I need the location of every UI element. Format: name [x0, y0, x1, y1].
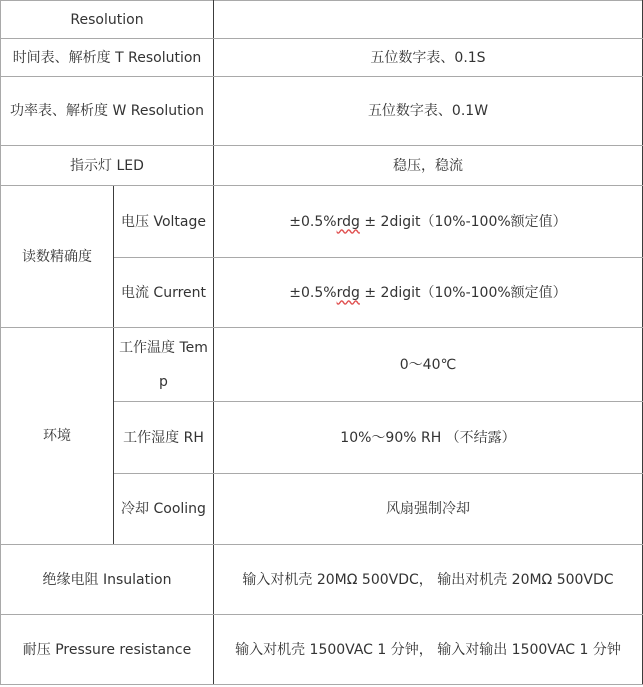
- row-value-resolution: [214, 1, 643, 39]
- table-row: [1, 146, 643, 186]
- table-row: [1, 77, 643, 146]
- sub-label-voltage: 电压 Voltage: [114, 186, 214, 258]
- row-label-insulation: 绝缘电阻 Insulation: [1, 545, 214, 615]
- row-label-indicator: 指示灯 LED: [1, 146, 214, 186]
- row-label-pressure: 耐压 Pressure resistance: [1, 615, 214, 685]
- group-label-accuracy: 读数精确度: [1, 186, 114, 328]
- sub-label-temp: 工作温度 Temp: [114, 328, 214, 402]
- row-label-resolution: Resolution: [1, 1, 214, 39]
- sub-label-current: 电流 Current: [114, 258, 214, 328]
- table-row: [1, 39, 643, 77]
- value-humidity: 10%～90% RH （不结露）: [214, 402, 643, 474]
- table-row: [1, 186, 643, 258]
- row-label-power-resolution: 功率表、解析度 W Resolution: [1, 77, 214, 146]
- row-value-power-resolution: 五位数字表、0.1W: [214, 77, 643, 146]
- table-row: [1, 328, 643, 402]
- row-value-insulation: 输入对机壳 20MΩ 500VDC， 输出对机壳 20MΩ 500VDC: [214, 545, 643, 615]
- value-current-accuracy: ±0.5%rdg ± 2digit（10%-100%额定值）: [214, 258, 643, 328]
- sub-label-humidity: 工作湿度 RH: [114, 402, 214, 474]
- row-value-indicator: 稳压，稳流: [214, 146, 643, 186]
- row-value-time-resolution: 五位数字表、0.1S: [214, 39, 643, 77]
- row-value-pressure: 输入对机壳 1500VAC 1 分钟， 输入对输出 1500VAC 1 分钟: [214, 615, 643, 685]
- sub-label-cooling: 冷却 Cooling: [114, 474, 214, 545]
- row-label-time-resolution: 时间表、解析度 T Resolution: [1, 39, 214, 77]
- value-temp: 0～40℃: [214, 328, 643, 402]
- table-row: [1, 545, 643, 615]
- table-row: [1, 615, 643, 685]
- value-cooling: 风扇强制冷却: [214, 474, 643, 545]
- group-label-environment: 环境: [1, 328, 114, 545]
- value-voltage-accuracy: ±0.5%rdg ± 2digit（10%-100%额定值）: [214, 186, 643, 258]
- table-row: [1, 1, 643, 39]
